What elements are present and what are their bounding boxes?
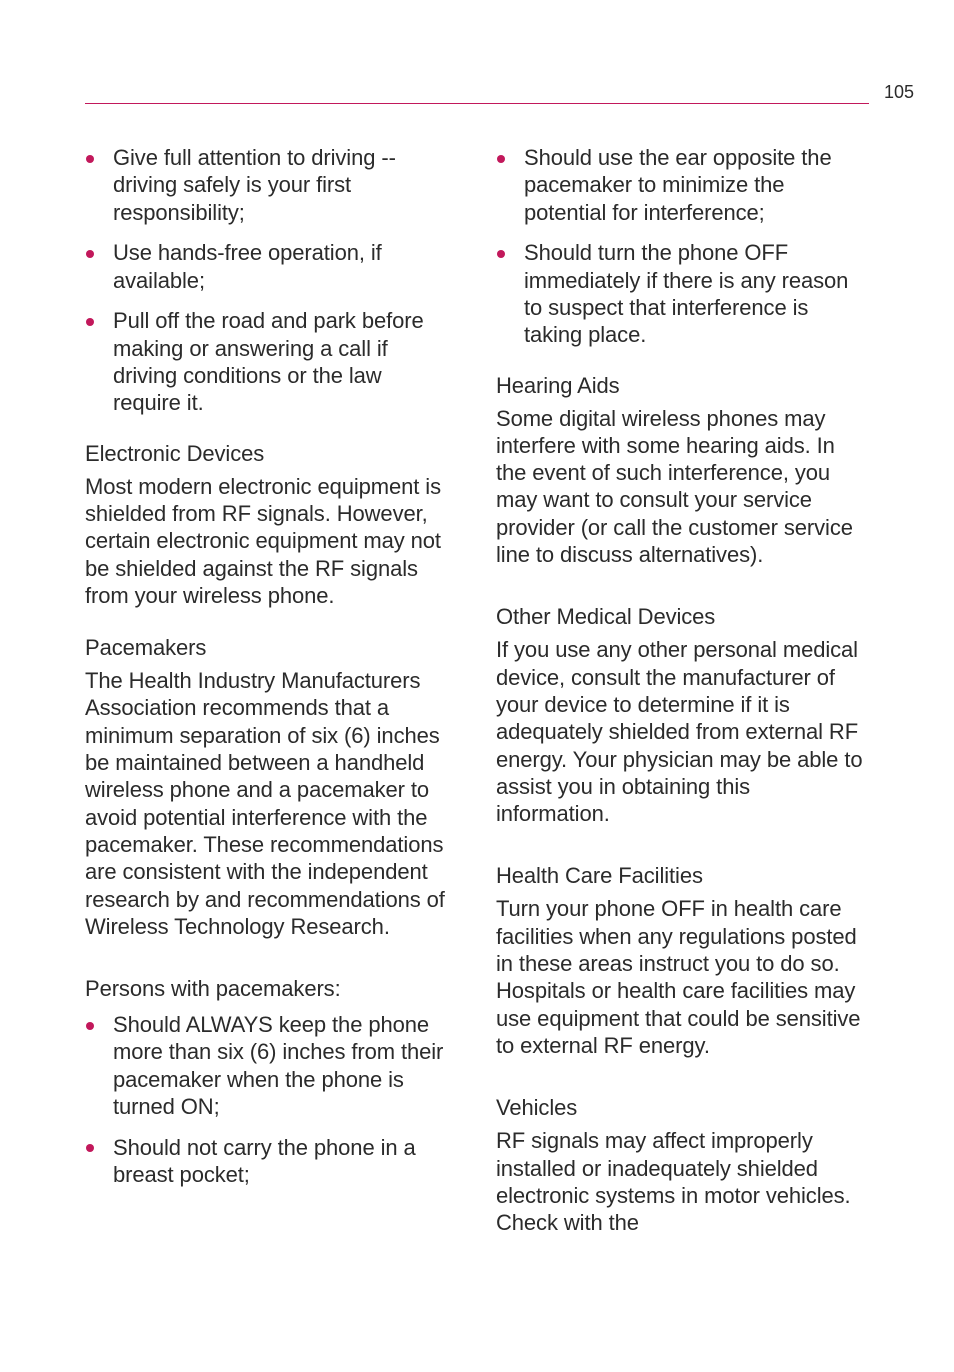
bullet-icon [86, 318, 94, 326]
electronic-devices-body: Most modern electronic equipment is shielded from RF signals. However, certain electronic equipment may not be shielded against the RF signals from your wireless phone. [85, 473, 441, 608]
list-item: Use hands-free operation, if available; [85, 239, 455, 294]
other-medical-devices-heading: Other Medical Devices [496, 604, 716, 630]
pacemakers-heading: Pacemakers [85, 635, 207, 661]
list-item: Should turn the phone OFF immediately if there is any reason to suspect that interference is taking place. [496, 239, 866, 348]
pacemakers-body: The Health Industry Manufacturers Association recommends that a minimum separation of six (6) inches be maintained between a handheld wireless phone and a pacemaker to avoid potential interference with the pacemaker. These recommendations are consistent with the independent research by and recommendations of Wireless Technology Research. [85, 668, 445, 939]
driving-bullet-list [85, 144, 455, 417]
pacemaker-continued-bullet-list [496, 144, 866, 349]
hearing-aids-heading: Hearing Aids [496, 372, 620, 398]
bullet-icon [86, 1022, 94, 1030]
electronic-devices-heading: Electronic Devices [85, 440, 265, 466]
vehicles-body: RF signals may affect improperly installed or inadequately shielded electronic systems in motor vehicles. Check with the [496, 1128, 851, 1236]
left-column [85, 144, 455, 1202]
bullet-icon [497, 250, 505, 258]
bullet-icon [86, 250, 94, 258]
list-item: Should not carry the phone in a breast pocket; [85, 1134, 455, 1189]
pacemaker-bullet-list [85, 1011, 455, 1188]
other-medical-devices-body: If you use any other personal medical device, consult the manufacturer of your device to determine if it is adequately shielded from external RF energy. Your physician may be able to assist you in obtaining this information. [496, 637, 863, 827]
bullet-icon [86, 155, 94, 163]
vehicles-heading: Vehicles [496, 1095, 578, 1121]
hearing-aids-body: Some digital wireless phones may interfere with some hearing aids. In the event of such interference, you may want to consult your service provider (or call the customer service line to discuss alternatives). [496, 405, 853, 568]
bullet-icon [497, 155, 505, 163]
persons-with-pacemakers-heading: Persons with pacemakers: [85, 976, 341, 1002]
list-item: Should use the ear opposite the pacemaker to minimize the potential for interference; [496, 144, 866, 226]
list-item: Give full attention to driving -- driving safely is your first responsibility; [85, 144, 455, 226]
health-care-facilities-heading: Health Care Facilities [496, 863, 703, 889]
list-item: Should ALWAYS keep the phone more than six (6) inches from their pacemaker when the phone is turned ON; [85, 1011, 455, 1120]
health-care-facilities-body: Turn your phone OFF in health care facilities when any regulations posted in these areas instruct you to do so. Hospitals or health care facilities may use equipment that could be sensitive to external RF energy. [496, 896, 861, 1058]
bullet-icon [86, 1144, 94, 1152]
right-column [496, 144, 866, 1236]
page-number: 105 [884, 82, 915, 102]
header-rule [85, 103, 869, 104]
list-item: Pull off the road and park before making or answering a call if driving conditions or the law require it. [85, 307, 455, 416]
